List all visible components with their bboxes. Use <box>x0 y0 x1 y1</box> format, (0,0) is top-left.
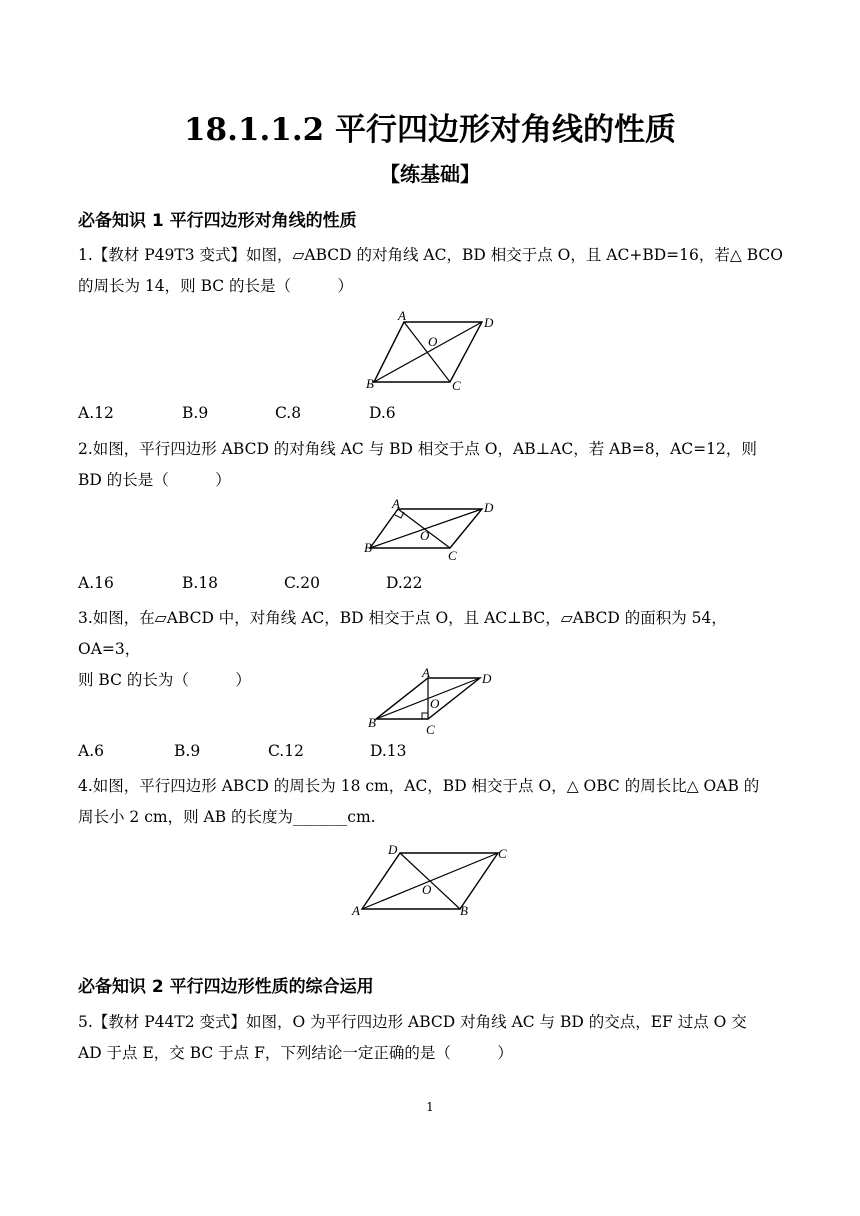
section-heading-1: 必备知识 1 平行四边形对角线的性质 <box>78 211 357 231</box>
options-question-1 <box>78 404 396 422</box>
option-b[interactable]: B.18 <box>182 574 219 592</box>
option-a[interactable]: A.16 <box>78 574 114 592</box>
option-a[interactable]: A.6 <box>78 742 104 760</box>
figure-question-4 <box>346 838 516 920</box>
question-1 <box>78 240 784 302</box>
option-d[interactable]: D.22 <box>386 574 423 592</box>
label-b: B <box>368 715 376 730</box>
question-4 <box>78 771 784 833</box>
label-o: O <box>430 696 440 711</box>
figure-question-2 <box>360 496 510 568</box>
question-3-line-2: 则 BC 的长为（ ） <box>78 671 251 689</box>
label-d: D <box>388 842 398 857</box>
option-a[interactable]: A.12 <box>78 404 114 422</box>
question-4-line-2: 周长小 2 cm，则 AB 的长度为_______cm. <box>78 808 376 826</box>
option-d[interactable]: D.13 <box>370 742 407 760</box>
question-2 <box>78 434 784 496</box>
label-b: B <box>460 903 468 918</box>
label-b: B <box>364 540 372 555</box>
right-angle-mark <box>422 713 428 719</box>
label-c: C <box>452 378 461 393</box>
label-o: O <box>428 334 438 349</box>
label-c: C <box>426 722 435 737</box>
question-1-line-2: 的周长为 14，则 BC 的长是（ ） <box>78 277 354 295</box>
question-5-line-2: AD 于点 E，交 BC 于点 F，下列结论一定正确的是（ ） <box>78 1044 513 1062</box>
option-c[interactable]: C.12 <box>268 742 304 760</box>
option-b[interactable]: B.9 <box>174 742 201 760</box>
label-d: D <box>484 500 494 515</box>
label-a: A <box>352 903 360 918</box>
question-5-line-1: 5.【教材 P44T2 变式】如图，O 为平行四边形 ABCD 对角线 AC 与 BD 的交点，EF 过点 O 交 <box>78 1013 747 1031</box>
label-d: D <box>484 315 494 330</box>
question-2-line-2: BD 的长是（ ） <box>78 471 231 489</box>
section-heading-2: 必备知识 2 平行四边形性质的综合运用 <box>78 977 374 997</box>
label-o: O <box>422 882 432 897</box>
figure-question-3 <box>360 664 510 740</box>
label-b: B <box>366 376 374 391</box>
options-question-2 <box>78 574 423 592</box>
option-c[interactable]: C.8 <box>275 404 302 422</box>
figure-question-1 <box>360 306 510 396</box>
question-2-line-1: 2.如图，平行四边形 ABCD 的对角线 AC 与 BD 相交于点 O，AB⊥AC，若 AB=8，AC=12，则 <box>78 440 757 458</box>
question-5 <box>78 1007 784 1069</box>
label-c: C <box>448 548 457 563</box>
option-b[interactable]: B.9 <box>182 404 209 422</box>
option-d[interactable]: D.6 <box>369 404 396 422</box>
page-number: 1 <box>426 1100 434 1114</box>
label-o: O <box>420 528 430 543</box>
question-1-line-1: 1.【教材 P49T3 变式】如图，▱ABCD 的对角线 AC，BD 相交于点 O，且 AC+BD=16，若△ BCO <box>78 246 783 264</box>
label-a: A <box>422 665 430 680</box>
page-subtitle: 【练基础】 <box>380 162 480 186</box>
options-question-3 <box>78 742 407 760</box>
diagonal-ac <box>362 853 498 909</box>
question-4-line-1: 4.如图，平行四边形 ABCD 的周长为 18 cm，AC，BD 相交于点 O，△ OBC 的周长比△ OAB 的 <box>78 777 760 795</box>
label-a: A <box>392 496 400 511</box>
label-a: A <box>398 308 406 323</box>
label-d: D <box>482 671 492 686</box>
question-3-line-1: 3.如图，在▱ABCD 中，对角线 AC，BD 相交于点 O，且 AC⊥BC，▱ABCD 的面积为 54，OA=3， <box>78 609 727 658</box>
page-title: 18.1.1.2 平行四边形对角线的性质 <box>183 112 677 148</box>
option-c[interactable]: C.20 <box>284 574 320 592</box>
label-c: C <box>498 846 507 861</box>
